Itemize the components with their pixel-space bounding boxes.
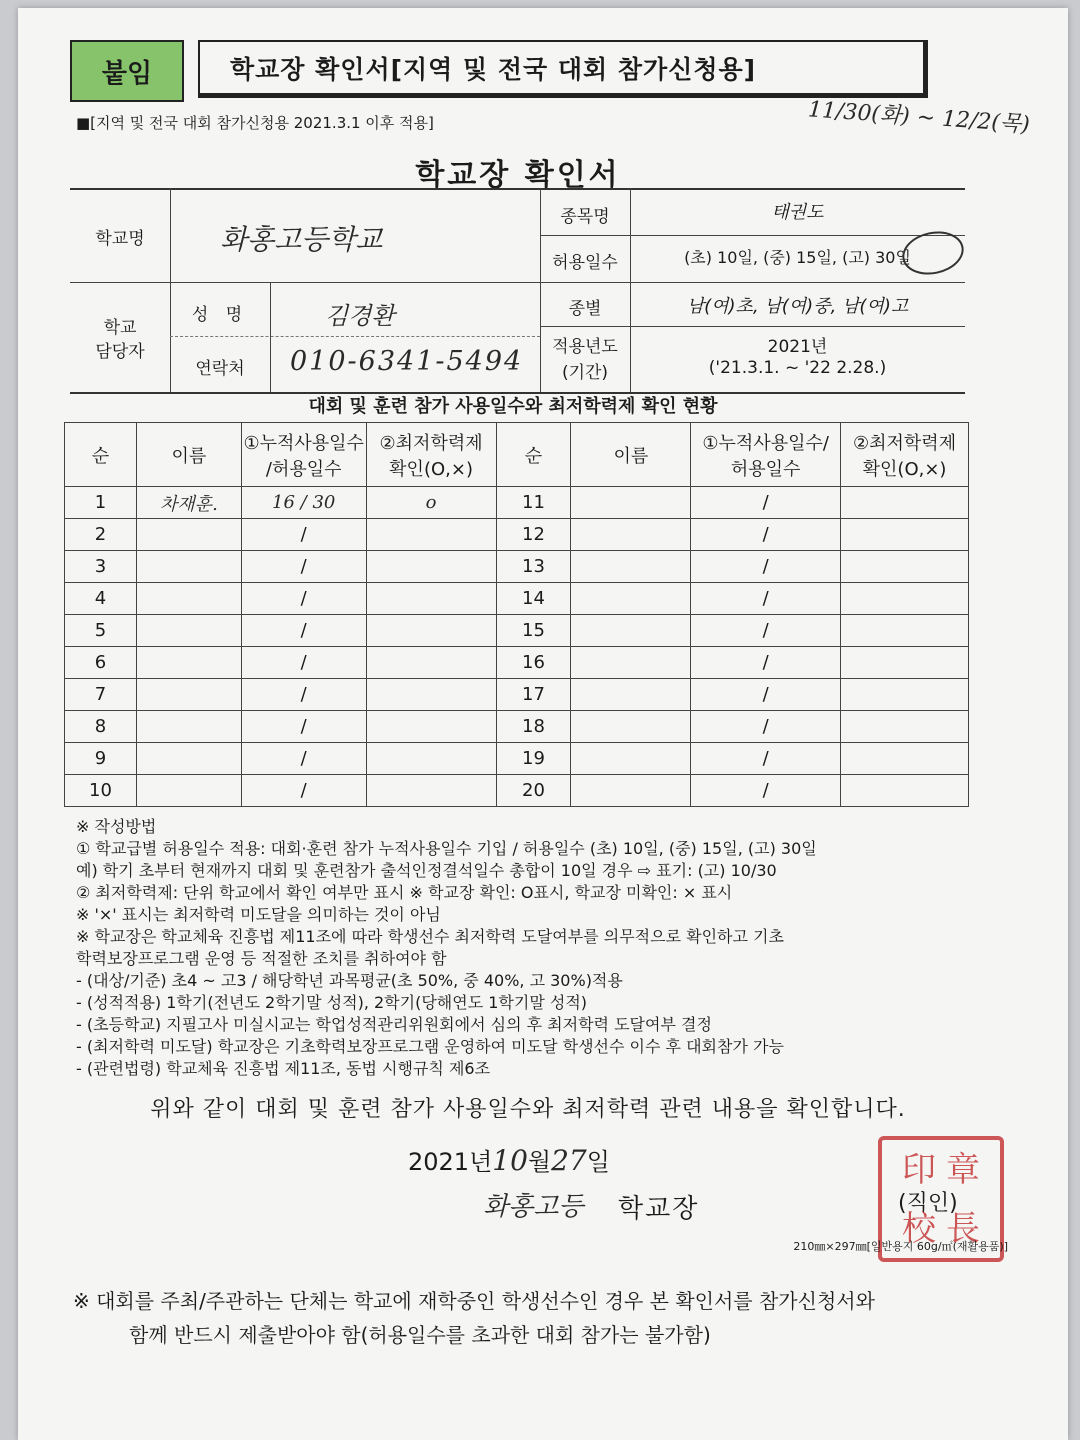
row-days-right: / (691, 775, 841, 807)
allowed-label: 허용일수 (552, 253, 618, 273)
date-day-unit: 일 (586, 1148, 610, 1176)
row-min-left (366, 711, 496, 743)
footer-note-line2: 함께 반드시 제출받아야 함(허용일수를 초과한 대회 참가는 불가함) (129, 1323, 711, 1347)
principal-label: 학교장 (618, 1194, 700, 1224)
name-value: 김경환 (325, 302, 395, 330)
row-no-left: 6 (65, 647, 137, 679)
row-min-right (841, 711, 969, 743)
row-no-left: 4 (65, 583, 137, 615)
row-min-right (841, 583, 969, 615)
subheader: ■[지역 및 전국 대회 참가신청용 2021.3.1 이후 적용] (76, 114, 434, 132)
date-month-unit: 월 (527, 1148, 552, 1176)
header-no-left: 순 (65, 423, 137, 487)
row-name-left (136, 583, 241, 615)
form-title: 학교장 확인서 (415, 158, 621, 193)
header-days-right (691, 423, 841, 487)
table-row (65, 711, 969, 743)
header-min-right (841, 423, 969, 487)
school-label: 학교명 (95, 229, 145, 249)
row-no-left: 2 (65, 519, 137, 551)
gender-label: 종별 (568, 299, 602, 319)
row-days-right: / (691, 743, 841, 775)
signature-date (408, 1142, 610, 1177)
row-name-right (571, 583, 691, 615)
event-value: 태권도 (771, 202, 824, 223)
row-min-right (841, 551, 969, 583)
row-days-right: / (691, 679, 841, 711)
table-row (65, 743, 969, 775)
row-name-left (136, 615, 241, 647)
year-label-line1: 적용년도 (552, 337, 618, 357)
instruction-line: - (성적적용) 1학기(전년도 2학기말 성적), 2학기(당해연도 1학기말 성적) (76, 993, 588, 1012)
row-name-left (136, 647, 241, 679)
footer-note (73, 1284, 875, 1352)
row-name-left (136, 743, 241, 775)
usage-table (64, 422, 969, 807)
row-name-left (136, 711, 241, 743)
date-month: 10 (492, 1144, 528, 1177)
instruction-line: - (최저학력 미도달) 학교장은 기초학력보장프로그램 운영하여 미도달 학생선수 이수 후 대회참가 가능 (76, 1037, 784, 1056)
row-no-left: 5 (65, 615, 137, 647)
header-no-right: 순 (496, 423, 571, 487)
row-min-left (366, 647, 496, 679)
row-days-right: / (691, 551, 841, 583)
row-days-left: / (241, 679, 366, 711)
header-days-right-line1: ①누적사용일수/ (702, 432, 829, 454)
row-no-left: 10 (65, 775, 137, 807)
date-day: 27 (551, 1144, 587, 1177)
row-days-right: / (691, 519, 841, 551)
instruction-line: - (관련법령) 학교체육 진흥법 제11조, 동법 시행규칙 제6조 (76, 1059, 491, 1078)
row-name-right (571, 487, 691, 519)
row-no-left: 7 (65, 679, 137, 711)
date-year: 2021년 (408, 1148, 493, 1176)
table-row (65, 775, 969, 807)
row-min-right (841, 679, 969, 711)
row-name-left (136, 519, 241, 551)
principal-school: 화홍고등 (483, 1192, 584, 1222)
row-days-left: / (241, 743, 366, 775)
header-min-right-line2: 확인(O,×) (862, 458, 947, 480)
row-days-left: / (241, 551, 366, 583)
row-name-left (136, 775, 241, 807)
header-days-right-line2: 허용일수 (730, 458, 801, 480)
row-name-right (571, 775, 691, 807)
phone-label: 연락처 (195, 359, 245, 379)
instruction-line: ① 학교급별 허용일수 적용: 대회·훈련 참가 누적사용일수 기입 / 허용일수 (초) 10일, (중) 15일, (고) 30일 (76, 839, 817, 858)
row-no-left: 9 (65, 743, 137, 775)
row-min-right (841, 519, 969, 551)
header-min-right-line1: ②최저학력제 (853, 432, 957, 454)
row-no-left: 1 (65, 487, 137, 519)
header-days-left-line1: ①누적사용일수 (243, 432, 364, 454)
row-no-right: 19 (496, 743, 571, 775)
row-min-left (366, 743, 496, 775)
row-min-left: o (366, 487, 496, 519)
row-days-left: / (241, 519, 366, 551)
row-min-right (841, 615, 969, 647)
table-row (65, 519, 969, 551)
header-min-left-line1: ②최저학력제 (379, 432, 483, 454)
header-min-left-line2: 확인(O,×) (389, 458, 473, 480)
row-days-left: / (241, 775, 366, 807)
instruction-line: ② 최저학력제: 단위 학교에서 확인 여부만 표시 ※ 학교장 확인: O표시, 학교장 미확인: × 표시 (76, 883, 733, 902)
instruction-line: ※ '×' 표시는 최저학력 미도달을 의미하는 것이 아님 (76, 905, 441, 924)
row-min-right (841, 743, 969, 775)
row-no-right: 20 (496, 775, 571, 807)
row-no-right: 17 (496, 679, 571, 711)
gender-value: 남(여)초, 남(여)중, 남(여)고 (686, 296, 909, 317)
school-value: 화홍고등학교 (220, 223, 383, 256)
instructions (76, 816, 1026, 1080)
row-name-left: 차재훈. (136, 487, 241, 519)
period-value: ('21.3.1. ~ '22 2.28.) (708, 358, 887, 378)
row-days-right: / (691, 647, 841, 679)
phone-value: 010-6341-5494 (290, 346, 524, 377)
table-row (65, 583, 969, 615)
contact-group-label-line1: 학교 (103, 318, 137, 338)
row-min-left (366, 519, 496, 551)
info-block (70, 188, 965, 394)
handwritten-dates: 11/30(화) ~ 12/2(목) (807, 97, 1031, 138)
row-days-left: 16 / 30 (241, 487, 366, 519)
row-days-left: / (241, 615, 366, 647)
row-days-left: / (241, 647, 366, 679)
row-name-left (136, 551, 241, 583)
table-row (65, 647, 969, 679)
year-value: 2021년 (767, 337, 828, 357)
table-row (65, 615, 969, 647)
row-name-right (571, 743, 691, 775)
header-days-left (241, 423, 366, 487)
row-no-right: 11 (496, 487, 571, 519)
instruction-line: ※ 학교장은 학교체육 진흥법 제11조에 따라 학생선수 최저학력 도달여부를 의무적으로 확인하고 기초 (76, 927, 784, 946)
row-days-right: / (691, 487, 841, 519)
row-no-left: 8 (65, 711, 137, 743)
row-min-left (366, 775, 496, 807)
official-seal: 印 章 校 長 (878, 1136, 1004, 1262)
instruction-line: 예) 학기 초부터 현재까지 대회 및 훈련참가 출석인정결석일수 총합이 10일 경우 ⇨ 표기: (고) 10/30 (76, 861, 777, 880)
row-min-left (366, 679, 496, 711)
row-min-right (841, 775, 969, 807)
row-days-left: / (241, 711, 366, 743)
row-no-left: 3 (65, 551, 137, 583)
instruction-line: - (대상/기준) 초4 ~ 고3 / 해당학년 과목평균(초 50%, 중 40%, 고 30%)적용 (76, 971, 623, 990)
row-no-right: 15 (496, 615, 571, 647)
seal-note: (직인) (898, 1191, 958, 1216)
header-name-right: 이름 (571, 423, 691, 487)
row-name-right (571, 711, 691, 743)
year-label-line2: (기간) (561, 363, 609, 383)
row-days-right: / (691, 583, 841, 615)
row-days-left: / (241, 583, 366, 615)
row-min-left (366, 551, 496, 583)
table-title: 대회 및 훈련 참가 사용일수와 최저학력제 확인 현황 (308, 396, 718, 417)
instruction-line: ※ 작성방법 (76, 817, 157, 836)
row-days-right: / (691, 615, 841, 647)
event-label: 종목명 (560, 207, 610, 227)
footer-note-line1: ※ 대회를 주최/주관하는 단체는 학교에 재학중인 학생선수인 경우 본 확인서를 참가신청서와 (73, 1289, 875, 1313)
row-name-right (571, 647, 691, 679)
document-page (18, 8, 1068, 1440)
table-row (65, 679, 969, 711)
table-header-row (65, 423, 969, 487)
row-min-right (841, 647, 969, 679)
row-days-right: / (691, 711, 841, 743)
allowed-value: (초) 10일, (중) 15일, (고) 30일 (684, 248, 911, 267)
row-no-right: 13 (496, 551, 571, 583)
document-header-title: 학교장 확인서[지역 및 전국 대회 참가신청용] (198, 40, 928, 98)
row-name-right (571, 679, 691, 711)
row-min-right (841, 487, 969, 519)
instruction-line: - (초등학교) 지필고사 미실시교는 학업성적관리위원회에서 심의 후 최저학력 도달여부 결정 (76, 1015, 712, 1034)
attachment-tag: 붙임 (70, 40, 184, 102)
paper-spec: 210㎜×297㎜[일반용지 60g/㎡(재활용품)] (793, 1240, 1008, 1253)
row-name-right (571, 519, 691, 551)
contact-group-label (70, 316, 170, 364)
row-no-right: 12 (496, 519, 571, 551)
row-name-right (571, 615, 691, 647)
row-min-left (366, 583, 496, 615)
table-row (65, 551, 969, 583)
table-row (65, 487, 969, 519)
row-min-left (366, 615, 496, 647)
row-no-right: 14 (496, 583, 571, 615)
header-days-left-line2: /허용일수 (265, 458, 342, 480)
row-name-right (571, 551, 691, 583)
contact-group-label-line2: 담당자 (95, 342, 145, 362)
header-name-left: 이름 (136, 423, 241, 487)
confirm-text: 위와 같이 대회 및 훈련 참가 사용일수와 최저학력 관련 내용을 확인합니다. (150, 1097, 906, 1122)
name-label: 성 명 (191, 305, 249, 325)
row-no-right: 18 (496, 711, 571, 743)
row-no-right: 16 (496, 647, 571, 679)
header-min-left (366, 423, 496, 487)
year-label (540, 334, 630, 386)
instruction-line: 학력보장프로그램 운영 등 적절한 조치를 취하여야 함 (76, 949, 447, 968)
row-name-left (136, 679, 241, 711)
